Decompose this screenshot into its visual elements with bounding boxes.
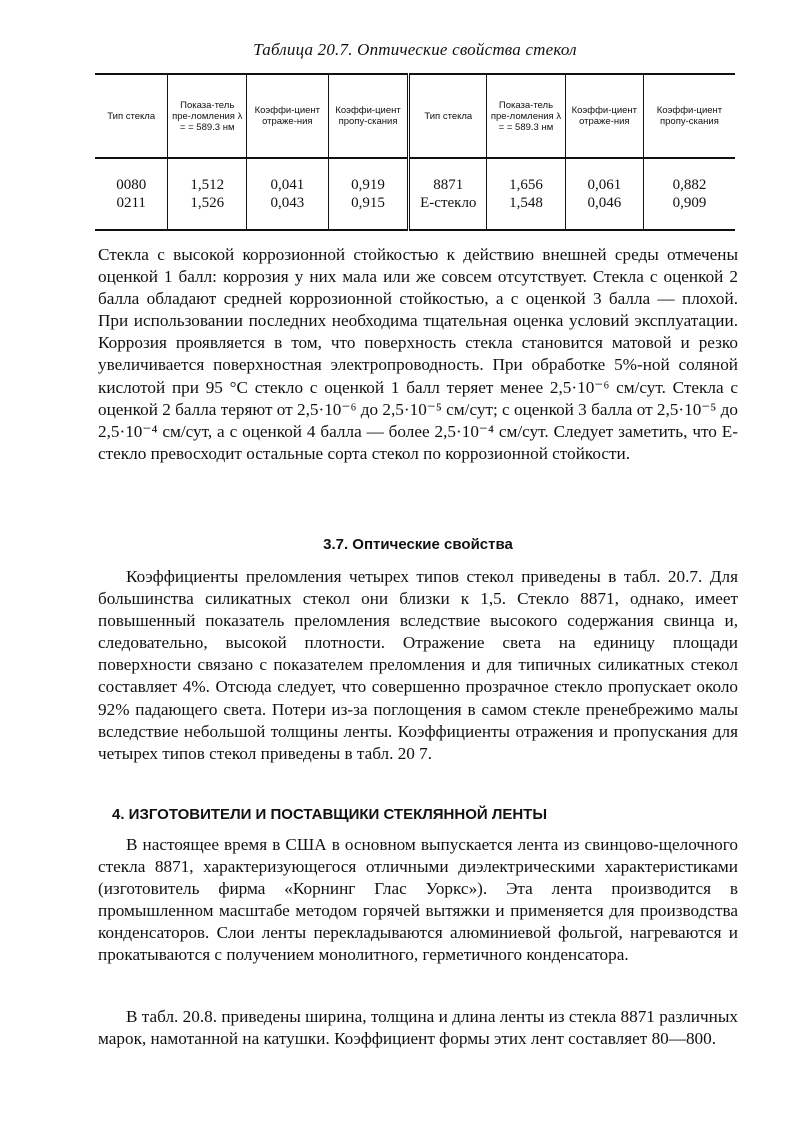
table-cell xyxy=(168,158,247,230)
corrosion-paragraph-block xyxy=(98,244,738,465)
table-cell xyxy=(487,158,566,230)
cell-value: 0,915 xyxy=(351,195,385,211)
table-header-row xyxy=(95,74,735,158)
cell-value: 1,526 xyxy=(190,195,225,211)
cell-value: Е-стекло xyxy=(420,195,477,211)
paragraph-tape-dimensions: В табл. 20.8. приведены ширина, толщина и длина ленты из стекла 8871 различных марок, намотанной на катушки. Коэффициент формы этих лент составляет 80—800. xyxy=(98,1007,738,1049)
header-reflection-coefficient-2: Коэффи-циент отраже-ния xyxy=(565,74,643,158)
header-reflection-coefficient: Коэффи-циент отраже-ния xyxy=(247,74,329,158)
cell-value: 0,882 xyxy=(672,177,707,193)
section-heading-optics: 3.7. Оптические свойства xyxy=(323,536,513,553)
table-cell xyxy=(409,158,487,230)
table-cell xyxy=(328,158,409,230)
tape-paragraph-block xyxy=(98,1006,738,1050)
cell-value: 0,046 xyxy=(587,195,622,211)
cell-value: 1,512 xyxy=(190,177,225,193)
cell-value: 8871 xyxy=(433,177,464,193)
table-caption: Таблица 20.7. Оптические свойства стекол xyxy=(253,40,577,59)
header-transmission-coefficient: Коэффи-циент пропу-скания xyxy=(328,74,409,158)
table-row xyxy=(95,158,735,230)
cell-value: 0211 xyxy=(116,195,146,211)
cell-value: 1,656 xyxy=(509,177,543,193)
cell-value: 0,043 xyxy=(270,195,305,211)
header-glass-type: Тип стекла xyxy=(95,74,168,158)
cell-value: 0080 xyxy=(116,177,147,193)
paragraph-manufacturers: В настоящее время в США в основном выпускается лента из свинцово-щелочного стекла 8871, характеризующегося отличными диэлектрическими характеристиками (изготовитель фирма «Корнинг Глас Уоркс»). Эта лента производится в промышленном масштабе методом горячей вытяжки и применяется для производства конденсаторов. Слои ленты перекладываются алюминиевой фольгой, нагреваются и прокатываются с получением монолитного, герметичного конденсатора. xyxy=(98,835,738,965)
header-refractive-index-2: Показа-тель пре-ломления λ = = 589.3 нм xyxy=(487,74,566,158)
cell-value: 0,061 xyxy=(587,177,622,193)
table-cell xyxy=(247,158,329,230)
cell-value: 1,548 xyxy=(509,195,543,211)
cell-value: 0,919 xyxy=(351,177,385,193)
header-glass-type-2: Тип стекла xyxy=(409,74,487,158)
cell-value: 0,909 xyxy=(672,195,707,211)
paragraph-corrosion: Стекла с высокой коррозионной стойкостью к действию внешней среды отмечены оценкой 1 балл: коррозия у них мала или же совсем отсутствует. Стекла с оценкой 2 балла обладают средней коррозионной стойкостью, а с оценкой 3 балла — плохой. При использовании последних необходима тщательная оценка условий эксплуатации. Коррозия проявляется в том, что поверхность стекла становится матовой и резко увеличивается поверхностная электропроводность. При обработке 5%-ной соляной кислотой при 95 °С стекло с оценкой 1 балл теряет менее 2,5·10⁻⁶ см/сут. Стекла с оценкой 2 балла теряют от 2,5·10⁻⁶ до 2,5·10⁻⁵ см/сут; с оценкой 3 балла от 2,5·10⁻⁵ до 2,5·10⁻⁴ см/сут, а с оценкой 4 балла — более 2,5·10⁻⁴ см/сут. Следует заметить, что Е-стекло превосходит остальные сорта стекол по коррозионной стойкости. xyxy=(98,245,738,463)
table-cell xyxy=(95,158,168,230)
table-cell xyxy=(565,158,643,230)
paragraph-optics: Коэффициенты преломления четырех типов стекол приведены в табл. 20.7. Для большинства силикатных стекол они близки к 1,5. Стекло 8871, однако, имеет повышенный показатель преломления вследствие высокого содержания свинца и, следовательно, высокой плотности. Отражение света на единицу площади поверхности связано с показателем преломления и для типичных силикатных стекол составляет 4%. Отсюда следует, что совершенно прозрачное стекло пропускает около 92% падающего света. Потери из-за поглощения в самом стекле пренебрежимо малы вследствие небольшой толщины ленты. Коэффициенты отражения и пропускания для четырех типов стекол приведены в табл. 20 7. xyxy=(98,567,738,763)
optical-properties-table xyxy=(95,73,735,231)
optics-paragraph-block xyxy=(98,566,738,765)
cell-value: 0,041 xyxy=(270,177,305,193)
header-transmission-coefficient-2: Коэффи-циент пропу-скания xyxy=(643,74,735,158)
manufacturers-paragraph-block xyxy=(98,834,738,967)
section-heading-manufacturers: 4. ИЗГОТОВИТЕЛИ И ПОСТАВЩИКИ СТЕКЛЯННОЙ ЛЕНТЫ xyxy=(112,806,548,823)
header-refractive-index: Показа-тель пре-ломления λ = = 589.3 нм xyxy=(168,74,247,158)
table-cell xyxy=(643,158,735,230)
